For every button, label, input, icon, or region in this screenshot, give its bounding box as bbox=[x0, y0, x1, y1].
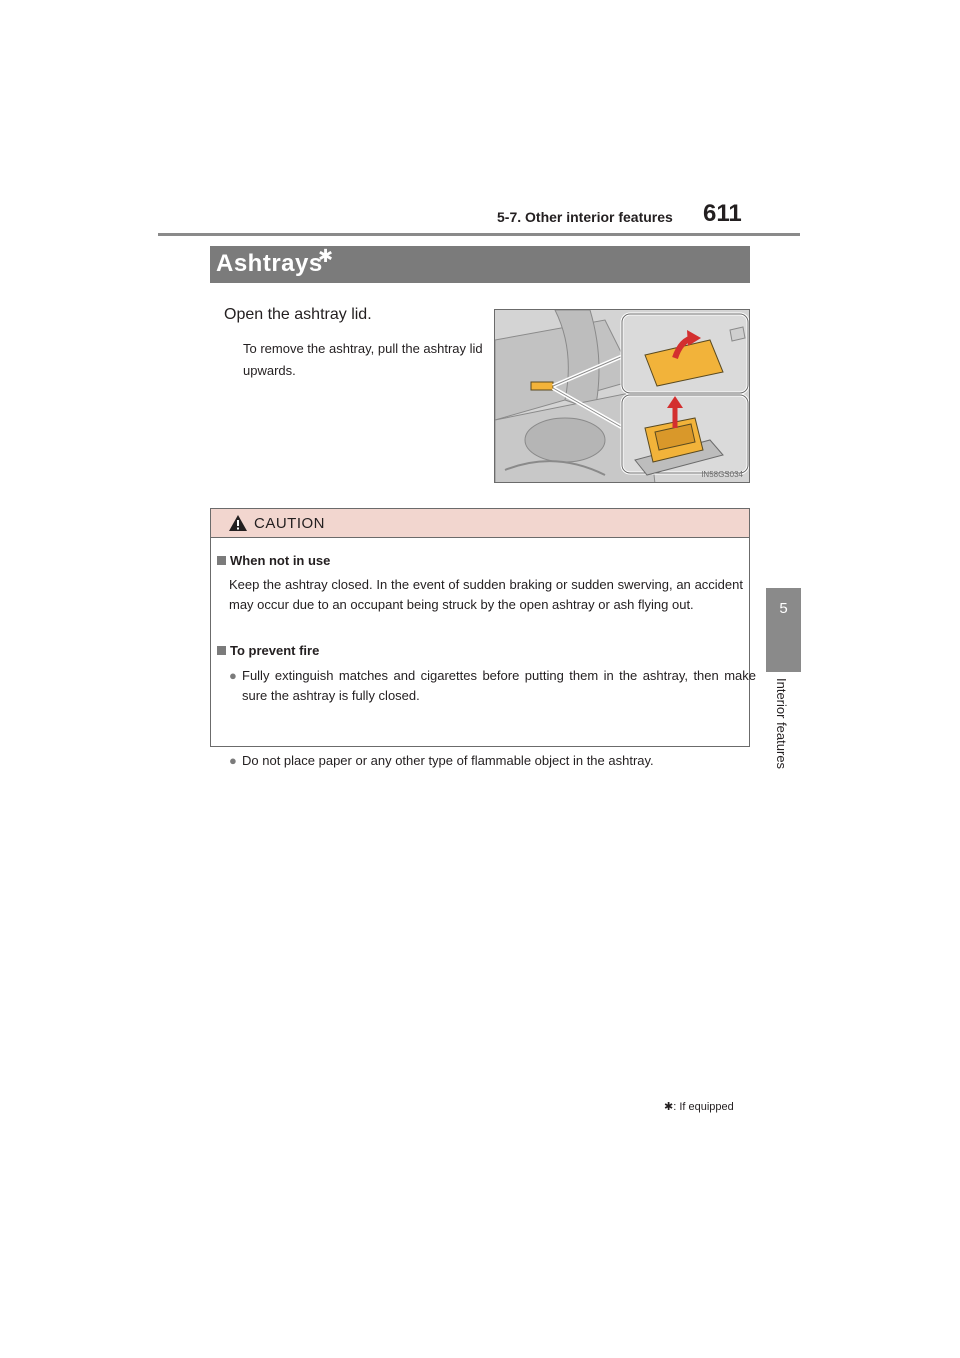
header-rule bbox=[158, 233, 800, 236]
round-bullet-icon: ● bbox=[229, 753, 237, 768]
caution-box bbox=[210, 508, 756, 768]
footnote-mark: ✱ bbox=[664, 1101, 674, 1113]
caution-bullet bbox=[229, 666, 756, 706]
ashtray-drawing bbox=[495, 310, 750, 483]
page-title: Ashtrays bbox=[216, 250, 323, 277]
square-bullet-icon bbox=[217, 556, 226, 565]
footnote bbox=[664, 1100, 734, 1113]
caution-header bbox=[211, 509, 749, 538]
section-heading: 5-7. Other interior features bbox=[497, 209, 673, 225]
footnote-text: : If equipped bbox=[673, 1101, 734, 1113]
warning-triangle-icon bbox=[229, 515, 247, 531]
section-title-text: When not in use bbox=[230, 553, 331, 568]
caution-label: CAUTION bbox=[254, 515, 325, 532]
round-bullet-icon: ● bbox=[229, 668, 237, 683]
bullet-text: Fully extinguish matches and cigarettes before putting them in the ashtray, then make sure the ashtray is fully closed. bbox=[242, 668, 756, 703]
illustration-code: IN58GS034 bbox=[701, 470, 743, 479]
section-title-text: To prevent fire bbox=[230, 643, 320, 658]
step-instruction: Open the ashtray lid. bbox=[224, 306, 372, 323]
page-number: 611 bbox=[703, 200, 742, 227]
chapter-label bbox=[764, 678, 804, 788]
chapter-number: 5 bbox=[779, 600, 788, 617]
step-note: To remove the ashtray, pull the ashtray lid upwards. bbox=[243, 341, 483, 378]
caution-section-title bbox=[217, 552, 330, 570]
bullet-text: Do not place paper or any other type of flammable object in the ashtray. bbox=[242, 753, 654, 768]
caution-paragraph: Keep the ashtray closed. In the event of sudden braking or sudden swerving, an accident may occur due to an occupant being struck by the open ashtray or ash flying out. bbox=[229, 577, 743, 612]
chapter-label-text: Interior features bbox=[774, 678, 789, 770]
square-bullet-icon bbox=[217, 646, 226, 655]
equipped-mark: ✱ bbox=[318, 246, 334, 266]
ashtray-illustration bbox=[494, 309, 750, 483]
caution-bullet bbox=[229, 751, 756, 771]
caution-section-title bbox=[217, 642, 319, 660]
